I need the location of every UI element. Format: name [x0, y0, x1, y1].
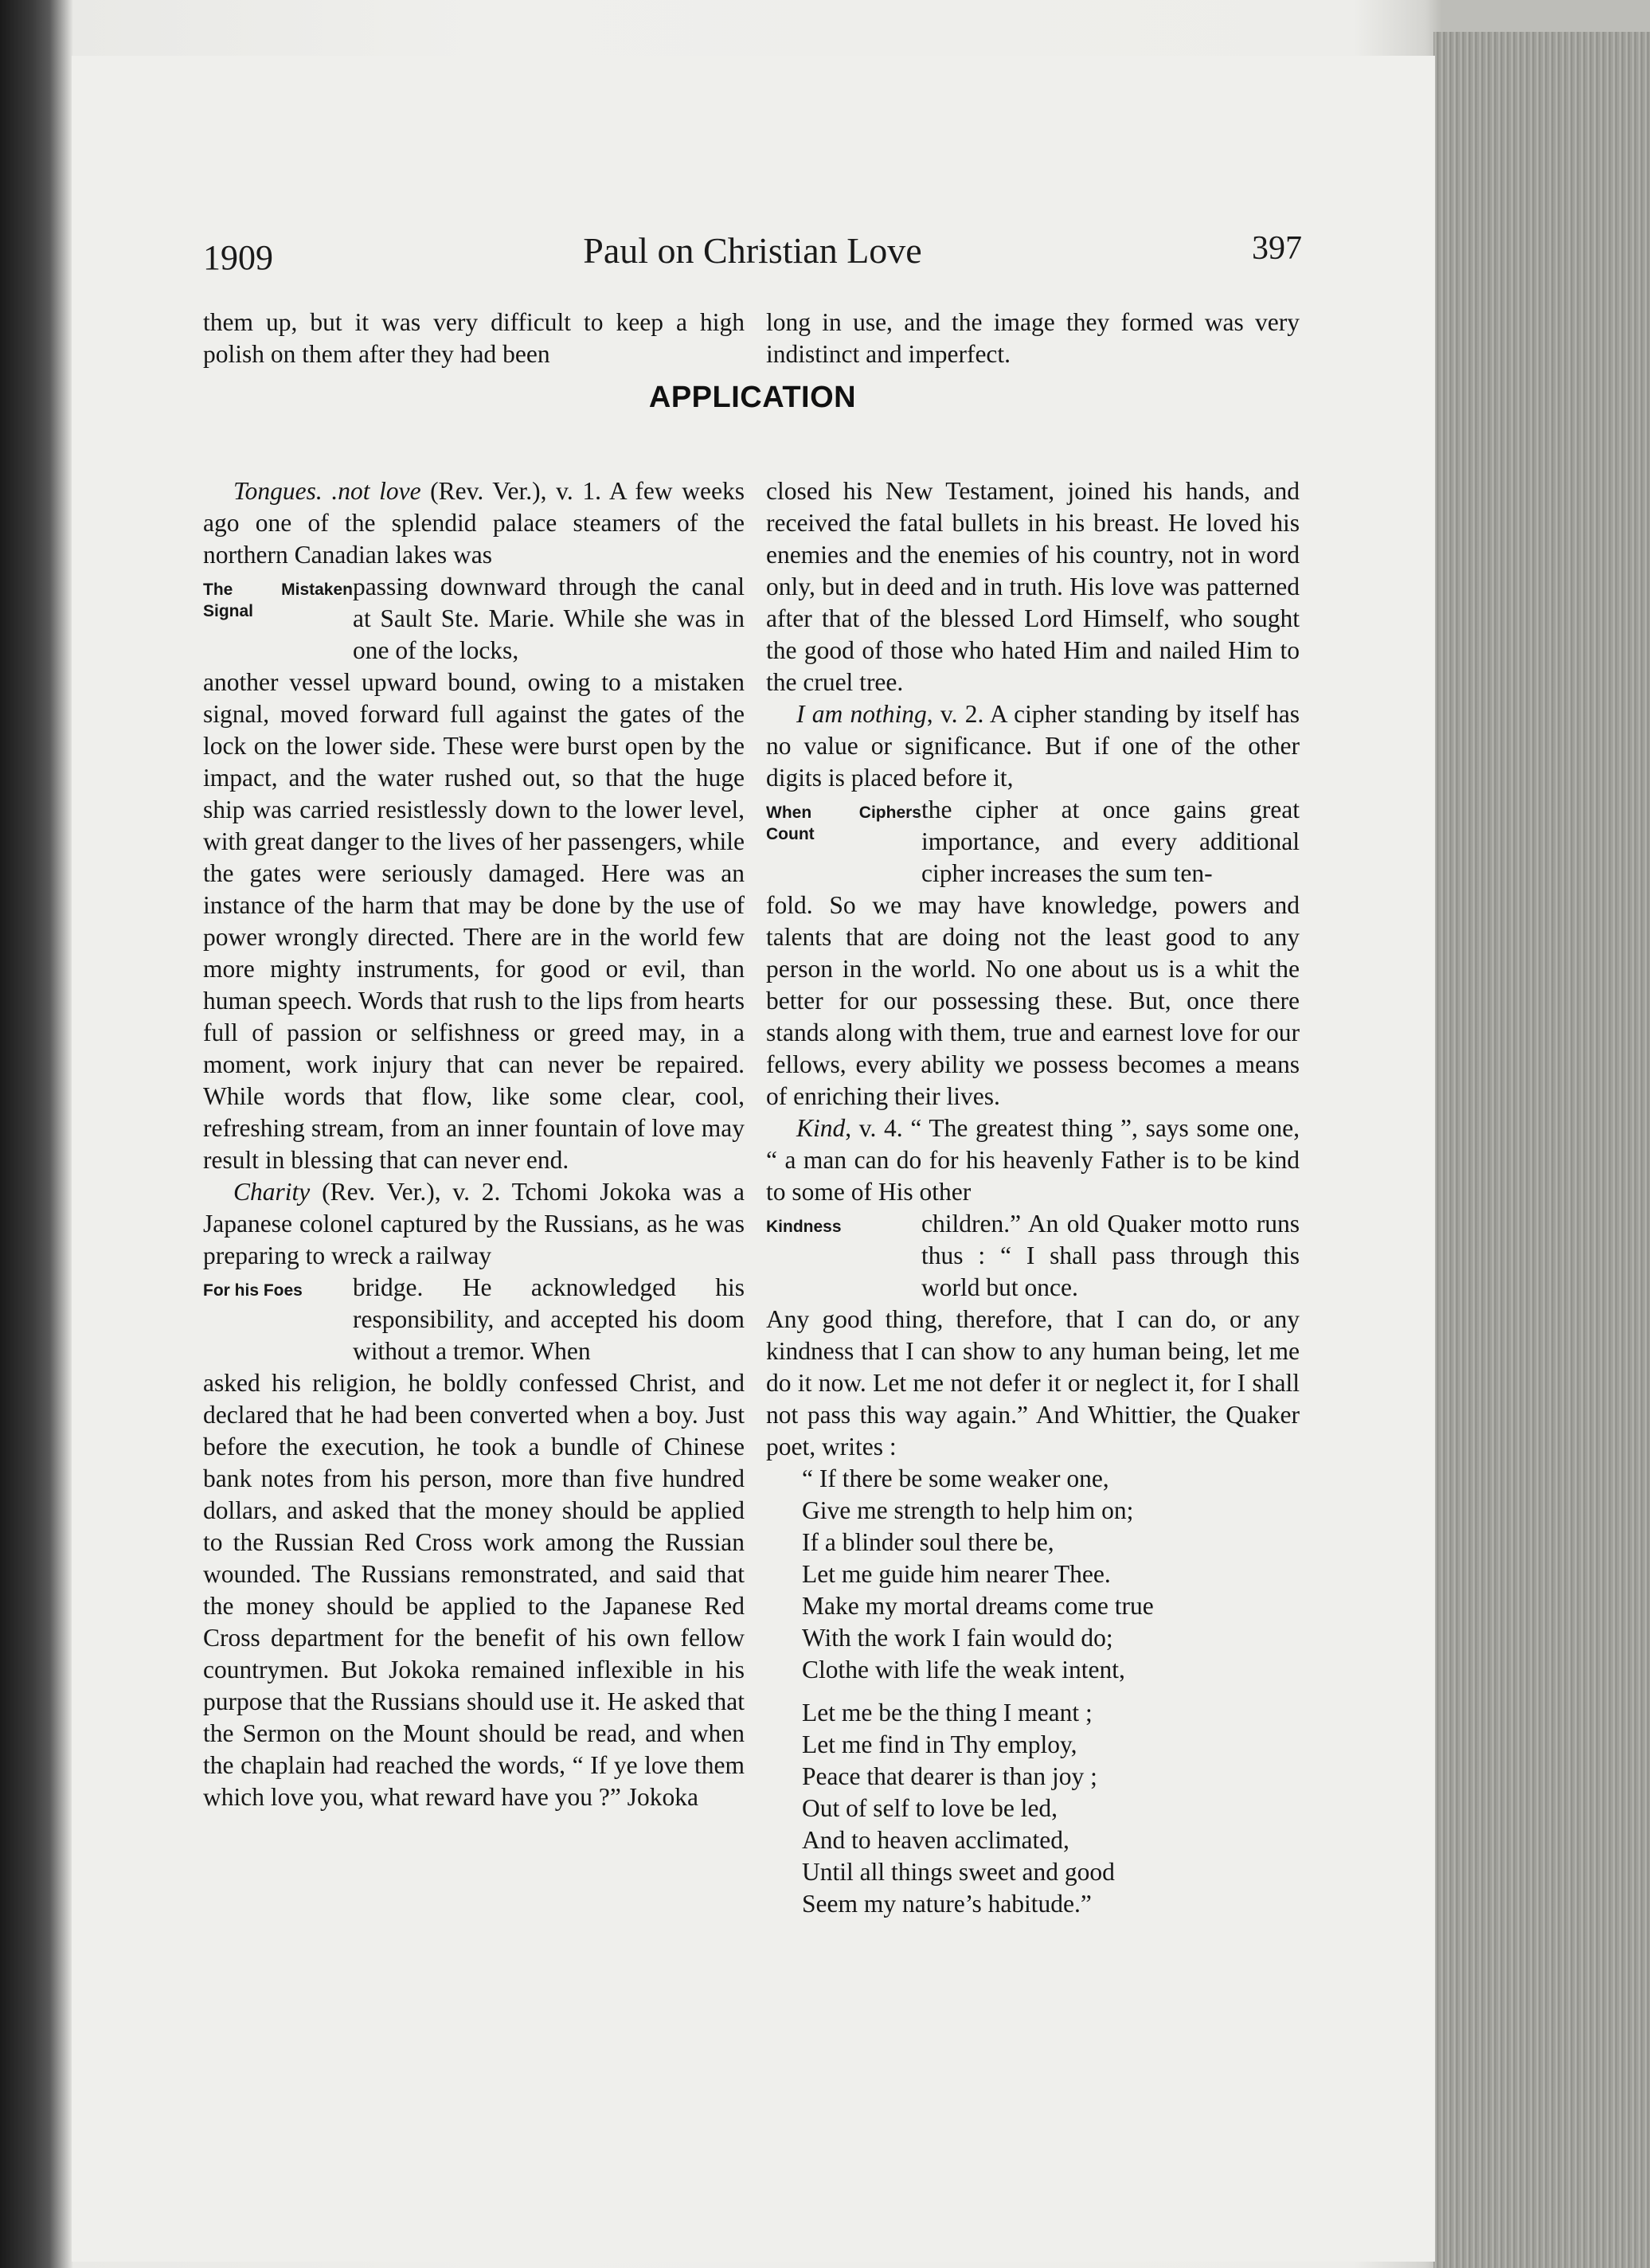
heading-spacer-right — [766, 370, 1300, 475]
poem-line: Make my mortal dreams come true — [802, 1592, 1154, 1620]
poem-line: Seem my nature’s habitude.” — [802, 1890, 1092, 1918]
right-top-text: long in use, and the image they formed was very indistinct and imperfect. — [766, 308, 1300, 368]
side-block-mistaken-signal — [203, 571, 745, 667]
para-charity-side-text: bridge. He acknowledged his responsibility, and accepted his doom without a tremor. When — [353, 1273, 745, 1365]
poem-line: Clothe with life the weak intent, — [802, 1656, 1125, 1683]
page-number: 397 — [1252, 230, 1302, 267]
poem-line: Let me guide him nearer Thee. — [802, 1560, 1111, 1588]
poem-line: And to heaven acclimated, — [802, 1826, 1069, 1854]
running-head — [203, 229, 1302, 285]
stanza-gap — [802, 1686, 1300, 1697]
book-page-edges — [1433, 32, 1650, 2268]
para-nothing-lead-rest: , v. 2. A cipher standing by itself has no value or significance. But if one of the other digits is placed before it, — [766, 700, 1300, 792]
side-block-kindness — [766, 1208, 1300, 1304]
poem-line: Peace that dearer is than joy ; — [802, 1762, 1097, 1790]
heading-spacer — [203, 370, 745, 475]
para-kind-intro — [766, 1112, 1300, 1208]
para-tongues-side-text: passing downward through the canal at Sault Ste. Marie. While she was in one of the locks, — [353, 573, 745, 664]
para-charity-continuation: asked his religion, he boldly confessed Christ, and declared that he had been converted when a boy. Just before the execution, he took a bundle of Chinese bank notes from his person, more than five hundred dollars, and asked that the money should be applied to the Russian Red Cross work among the Russian wounded. The Russians remonstrated, and said that the money should be applied to the Japanese Red Cross department for the benefit of his own fellow countrymen. But Jokoka remained inflexible in his purpose that the Russians should use it. He asked that the Sermon on the Mount should be read, and when the chaplain had reached the words, “ If ye love them which love you, what reward have you ?” Jokoka — [203, 1369, 745, 1811]
para-nothing-lead: I am nothing — [796, 700, 927, 728]
side-block-when-ciphers-count — [766, 794, 1300, 890]
poem-line: Give me strength to help him on; — [802, 1496, 1134, 1524]
para-tongues-lead-rest: (Rev. Ver.), v. 1. A few weeks ago one of the splendid palace steamers of the northern Canadian lakes was — [203, 477, 745, 569]
left-column — [203, 307, 745, 1813]
poem-line: Let me find in Thy employ, — [802, 1730, 1077, 1758]
para-kind-continuation: Any good thing, therefore, that I can do, or any kindness that I can show to any human being, let me do it now. Let me not defer it or neglect it, for I shall not pass this way again.” And Whittier, the Quaker poet, writes : — [766, 1305, 1300, 1461]
poem-line: Out of self to love be led, — [802, 1794, 1058, 1822]
side-block-for-his-foes — [203, 1272, 745, 1367]
margin-note-for-his-foes: For his Foes — [203, 1281, 303, 1300]
margin-note-when-ciphers-count: When Ciphers Count — [766, 804, 921, 843]
para-nothing-side-text: the cipher at once gains great importance, and every additional cipher increases the sum ten- — [921, 796, 1300, 887]
right-column — [766, 307, 1300, 1920]
para-tongues-intro — [203, 475, 745, 571]
para-nothing-continuation: fold. So we may have knowledge, powers and talents that are doing not the least good to any person in the world. No one about us is a whit the better for our possessing these. But, once there stands along with them, true and earnest love for our fellows, every ability we possess becomes a means of enriching their lives. — [766, 891, 1300, 1110]
para-nothing-intro — [766, 698, 1300, 794]
margin-note-mistaken-signal: The Mistaken Signal — [203, 581, 353, 620]
running-head-year: 1909 — [203, 238, 273, 277]
running-head-title: Paul on Christian Love — [583, 230, 922, 271]
para-jokoka-end: closed his New Testament, joined his hands, and received the fatal bullets in his breast. He loved his enemies and the enemies of his country, not in word only, but in deed and in truth. His love was patterned after that of the blessed Lord Himself, who sought the good of those who hated Him and nailed Him to the cruel tree. — [766, 477, 1300, 696]
poem-line: If a blinder soul there be, — [802, 1528, 1054, 1556]
whittier-poem — [802, 1463, 1300, 1920]
para-kind-side-text: children.” An old Quaker motto runs thus : “ I shall pass through this world but once. — [921, 1210, 1300, 1301]
para-kind-lead-rest: , v. 4. “ The greatest thing ”, says some one, “ a man can do for his heavenly Father is to be kind to some of His other — [766, 1114, 1300, 1206]
para-charity-lead-rest: (Rev. Ver.), v. 2. Tchomi Jokoka was a Japanese colonel captured by the Russians, as he was preparing to wreck a railway — [203, 1178, 745, 1269]
left-top-text: them up, but it was very difficult to keep a high polish on them after they had been — [203, 308, 745, 368]
section-heading: APPLICATION — [648, 381, 857, 414]
para-charity-intro — [203, 1176, 745, 1272]
para-kind-lead: Kind — [796, 1114, 846, 1142]
poem-line: “ If there be some weaker one, — [802, 1464, 1109, 1492]
para-charity-lead: Charity — [233, 1178, 311, 1206]
poem-line: With the work I fain would do; — [802, 1624, 1113, 1652]
poem-line: Until all things sweet and good — [802, 1858, 1115, 1886]
para-tongues-lead: Tongues. .not love — [233, 477, 421, 505]
margin-note-kindness: Kindness — [766, 1218, 842, 1236]
para-tongues-continuation: another vessel upward bound, owing to a mistaken signal, moved forward full against the gates of the lock on the lower side. These were burst open by the impact, and the water rushed out, so that the huge ship was carried resistlessly down to the lower level, with great danger to the lives of her passengers, while the gates were seriously damaged. Here was an instance of the harm that may be done by the use of power wrongly directed. There are in the world few more mighty instruments, for good or evil, than human speech. Words that rush to the lips from hearts full of passion or selfishness or greed may, in a moment, work injury that can never be repaired. While words that flow, like some clear, cool, refreshing stream, from an inner fountain of love may result in blessing that can never end. — [203, 668, 745, 1174]
poem-line: Let me be the thing I meant ; — [802, 1699, 1093, 1726]
